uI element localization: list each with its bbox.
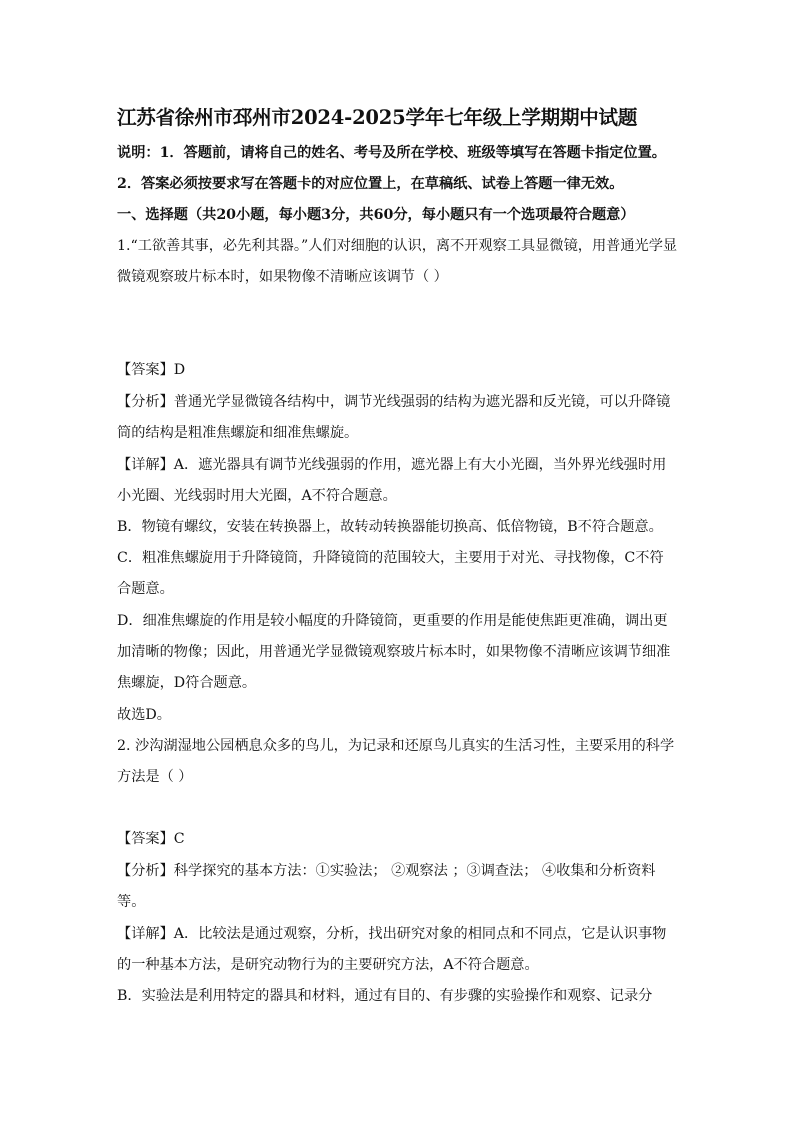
q1-detail-line-5: 合题意。: [117, 581, 174, 597]
q1-detail-line-8: 焦螺旋，D符合题意。: [117, 675, 257, 691]
q2-detail-line-1: 【详解】A．比较法是通过观察，分析，找出研究对象的相同点和不同点，它是认识事物: [117, 926, 667, 942]
instruction-note-1: 说明：1．答题前，请将自己的姓名、考号及所在学校、班级等填写在答题卡指定位置。: [117, 145, 666, 161]
q2-answer: 【答案】C: [117, 831, 185, 847]
q1-analysis-line-2: 筒的结构是粗准焦螺旋和细准焦螺旋。: [117, 425, 359, 441]
q1-analysis-line-1: 【分析】普通光学显微镜各结构中，调节光线强弱的结构为遮光器和反光镜，可以升降镜: [117, 394, 671, 410]
q2-stem-line-1: 2. 沙沟湖湿地公园栖息众多的鸟儿，为记录和还原鸟儿真实的生活习性，主要采用的科学: [117, 738, 675, 754]
q1-detail-line-2: 小光圈、光线弱时用大光圈，A不符合题意。: [117, 488, 397, 504]
q1-detail-line-3: B．物镜有螺纹，安装在转换器上，故转动转换器能切换高、低倍物镜，B不符合题意。: [117, 519, 663, 535]
q2-stem-line-2: 方法是（ ）: [117, 769, 193, 785]
q1-detail-line-1: 【详解】A．遮光器具有调节光线强弱的作用，遮光器上有大小光圈，当外界光线强时用: [117, 457, 667, 473]
instruction-note-2: 2．答案必须按要求写在答题卡的对应位置上，在草稿纸、试卷上答题一律无效。: [117, 176, 624, 192]
q2-detail-line-2: 的一种基本方法，是研究动物行为的主要研究方法，A不符合题意。: [117, 957, 539, 973]
q1-stem-line-2: 微镜观察玻片标本时，如果物像不清晰应该调节（ ）: [117, 269, 448, 285]
q2-analysis-line-2: 等。: [117, 894, 146, 910]
section-heading: 一、选择题（共20小题，每小题3分，共60分，每小题只有一个选项最符合题意）: [117, 207, 635, 223]
q1-detail-line-6: D．细准焦螺旋的作用是较小幅度的升降镜筒，更重要的作用是能使焦距更准确，调出更: [117, 613, 668, 629]
q1-detail-line-7: 加清晰的物像；因此，用普通光学显微镜观察玻片标本时，如果物像不清晰应该调节细准: [117, 644, 671, 660]
q2-detail-line-3: B．实验法是利用特定的器具和材料，通过有目的、有步骤的实验操作和观察、记录分: [117, 988, 653, 1004]
q1-answer: 【答案】D: [117, 362, 186, 378]
q1-detail-line-4: C．粗准焦螺旋用于升降镜筒，升降镜筒的范围较大，主要用于对光、寻找物像，C不符: [117, 550, 664, 566]
q2-analysis-line-1: 【分析】科学探究的基本方法：①实验法； ②观察法 ；③调查法； ④收集和分析资料: [117, 863, 656, 879]
q1-conclusion: 故选D。: [117, 707, 171, 723]
q1-stem-line-1: 1.“工欲善其事，必先利其器。”人们对细胞的认识，离不开观察工具显微镜，用普通光学显: [117, 238, 677, 254]
page-title: 江苏省徐州市邳州市2024-2025学年七年级上学期期中试题: [117, 106, 638, 129]
